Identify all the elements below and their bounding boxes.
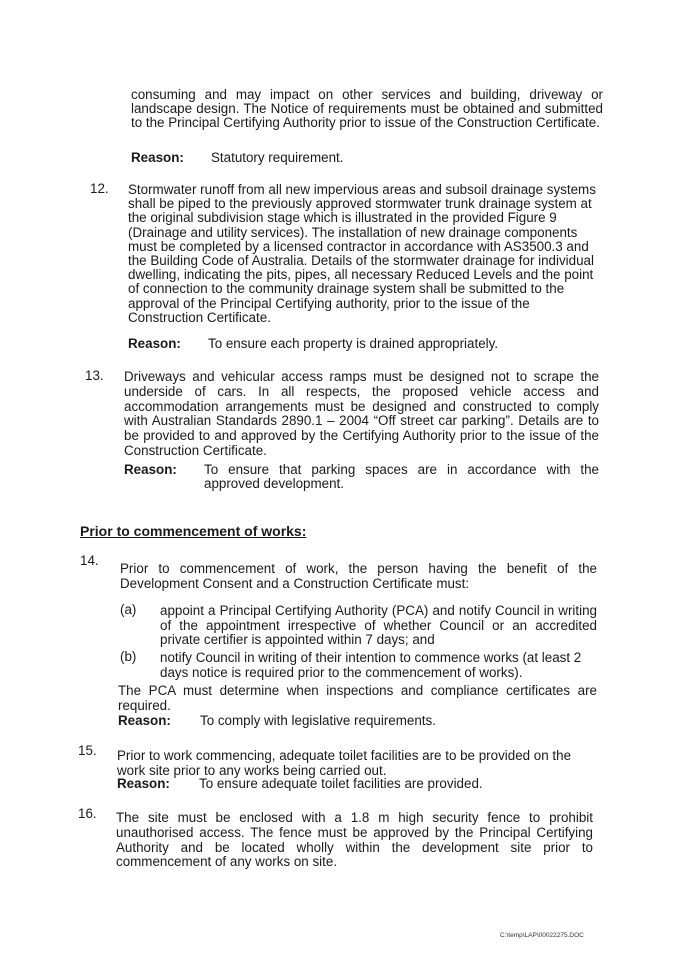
- section-heading: Prior to commencement of works:: [80, 523, 307, 539]
- item-15-reason: [117, 777, 595, 791]
- item-13-text: Driveways and vehicular access ramps must be designed not to scrape the underside of cars. In all respects, the proposed vehicle access and accommodation arrangements must be designed and constructed to comply with Australian Standards 2890.1 – 2004 “Off street car parking”. Details are to be provided to and approved by the Certifying Authority prior to the issue of the Construction Certificate.: [124, 369, 599, 458]
- sub-item-label: (a): [120, 602, 137, 617]
- item-number: 12.: [90, 181, 109, 196]
- item-15-text: Prior to work commencing, adequate toilet facilities are to be provided on the work site prior to any works being carried out.: [117, 748, 572, 778]
- reason-text: To ensure each property is drained appropriately.: [208, 336, 499, 351]
- continuation-reason: [131, 151, 603, 165]
- reason-text: To comply with legislative requirements.: [200, 713, 436, 728]
- sub-item-label: (b): [120, 649, 137, 664]
- reason-text: Statutory requirement.: [211, 150, 344, 165]
- reason-text: To ensure that parking spaces are in accordance with the approved development.: [204, 462, 599, 491]
- item-16-text: The site must be enclosed with a 1.8 m high security fence to prohibit unauthorised access. The fence must be approved by the Principal Certifying Authority and be located wholly within the development site prior to commencement of any works on site.: [116, 810, 593, 870]
- reason-label: Reason:: [131, 150, 184, 165]
- item-14-sub-b: notify Council in writing of their intention to commence works (at least 2 days notice is required prior to the commencement of works).: [160, 650, 582, 680]
- item-number: 15.: [78, 743, 97, 758]
- item-12-reason: [128, 337, 602, 351]
- continuation-paragraph: consuming and may impact on other services and building, driveway or landscape design. The Notice of requirements must be obtained and submitted to the Principal Certifying Authority prior to issue of the Construction Certificate.: [131, 87, 603, 130]
- item-14-sub-a: appoint a Principal Certifying Authority (PCA) and notify Council in writing of the appointment irrespective of whether Council or an accredited private certifier is appointed within 7 days; and: [160, 603, 597, 647]
- item-14-intro: Prior to commencement of work, the person having the benefit of the Development Consent and a Construction Certificate must:: [120, 561, 597, 591]
- reason-text: To ensure adequate toilet facilities are provided.: [199, 776, 483, 791]
- reason-label: Reason:: [117, 776, 170, 791]
- item-14-closing: The PCA must determine when inspections and compliance certificates are required.: [118, 683, 597, 713]
- footer-file-path: C:\temp\LAP\00022275.DOC: [500, 932, 584, 939]
- reason-label: Reason:: [128, 336, 181, 351]
- reason-label: Reason:: [124, 462, 177, 477]
- item-14-reason: [118, 714, 597, 728]
- item-12-text: Stormwater runoff from all new impervious areas and subsoil drainage systems shall be piped to the previously approved stormwater trunk drainage system at the original subdivision stage which is illustrated in the provided Figure 9 (Drainage and utility services). The installation of new drainage components must be completed by a licensed contractor in accordance with AS3500.3 and the Building Code of Australia. Details of the stormwater drainage for individual dwelling, indicating the pits, pipes, all necessary Reduced Levels and the point of connection to the community drainage system shall be submitted to the approval of the Principal Certifying authority, prior to the issue of the Construction Certificate.: [128, 182, 596, 325]
- item-number: 14.: [80, 553, 99, 568]
- reason-label: Reason:: [118, 713, 171, 728]
- item-number: 13.: [85, 368, 104, 383]
- item-number: 16.: [78, 806, 97, 821]
- item-13-reason: [124, 463, 599, 491]
